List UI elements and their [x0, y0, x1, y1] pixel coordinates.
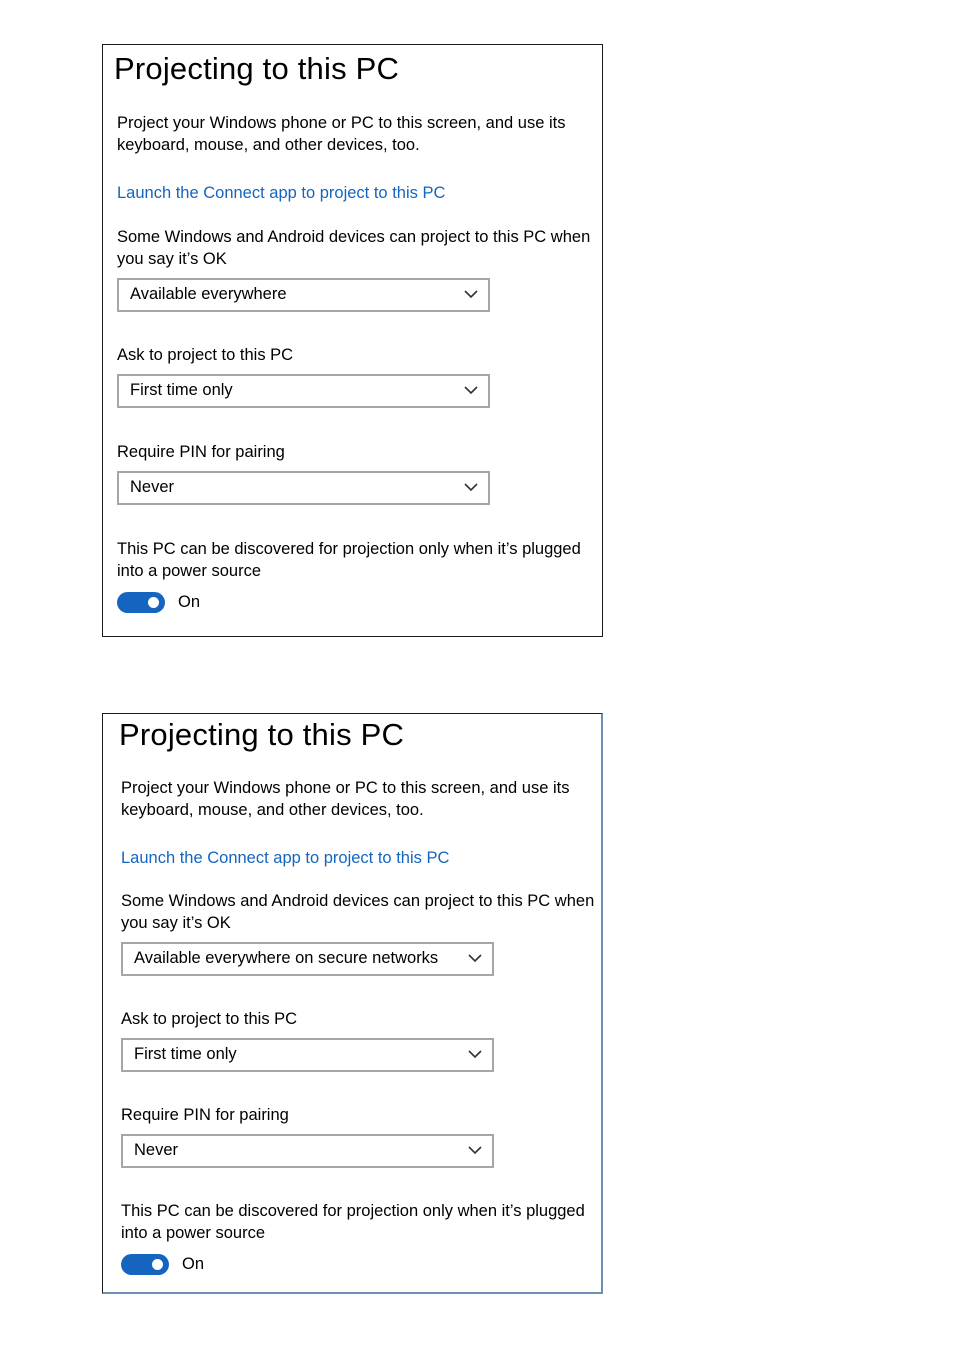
toggle-knob [152, 1259, 163, 1270]
availability-label-line-2: you say it’s OK [121, 914, 231, 932]
page-title: Projecting to this PC [114, 51, 400, 86]
power-label-line-1: This PC can be discovered for projection only when it’s plugged [117, 540, 581, 558]
availability-dropdown[interactable] [117, 278, 490, 312]
ask-label: Ask to project to this PC [121, 1010, 298, 1028]
chevron-down-icon [464, 385, 478, 395]
power-label-line-2: into a power source [121, 1224, 265, 1242]
chevron-down-icon [464, 482, 478, 492]
pin-label: Require PIN for pairing [121, 1106, 289, 1124]
chevron-down-icon [464, 289, 478, 299]
ask-dropdown-value: First time only [134, 1045, 237, 1063]
availability-label-line-1: Some Windows and Android devices can project to this PC when [117, 228, 591, 246]
description-line-1: Project your Windows phone or PC to this screen, and use its [117, 114, 566, 132]
availability-dropdown-value: Available everywhere on secure networks [134, 949, 439, 967]
page-title: Projecting to this PC [119, 717, 405, 752]
description-line-1: Project your Windows phone or PC to this screen, and use its [121, 779, 570, 797]
pin-dropdown[interactable] [121, 1134, 494, 1168]
projecting-settings-panel [102, 713, 603, 1294]
ask-dropdown-value: First time only [130, 381, 233, 399]
ask-dropdown[interactable] [121, 1038, 494, 1072]
pin-label: Require PIN for pairing [117, 443, 285, 461]
power-label-line-1: This PC can be discovered for projection only when it’s plugged [121, 1202, 585, 1220]
chevron-down-icon [468, 1049, 482, 1059]
availability-dropdown[interactable] [121, 942, 494, 976]
availability-label-line-1: Some Windows and Android devices can project to this PC when [121, 892, 595, 910]
power-source-toggle[interactable] [117, 592, 165, 613]
chevron-down-icon [468, 1145, 482, 1155]
power-toggle-state: On [178, 593, 201, 611]
ask-label: Ask to project to this PC [117, 346, 294, 364]
toggle-knob [148, 597, 159, 608]
availability-dropdown-value: Available everywhere [130, 285, 287, 303]
projecting-settings-panel [102, 44, 603, 637]
chevron-down-icon [468, 953, 482, 963]
pin-dropdown[interactable] [117, 471, 490, 505]
description-line-2: keyboard, mouse, and other devices, too. [121, 801, 424, 819]
pin-dropdown-value: Never [130, 478, 175, 496]
pin-dropdown-value: Never [134, 1141, 179, 1159]
description-line-2: keyboard, mouse, and other devices, too. [117, 136, 420, 154]
launch-connect-app-link[interactable]: Launch the Connect app to project to this PC [121, 849, 450, 867]
ask-dropdown[interactable] [117, 374, 490, 408]
availability-label-line-2: you say it’s OK [117, 250, 227, 268]
power-toggle-state: On [182, 1255, 205, 1273]
launch-connect-app-link[interactable]: Launch the Connect app to project to this PC [117, 184, 446, 202]
power-source-toggle[interactable] [121, 1254, 169, 1275]
power-label-line-2: into a power source [117, 562, 261, 580]
